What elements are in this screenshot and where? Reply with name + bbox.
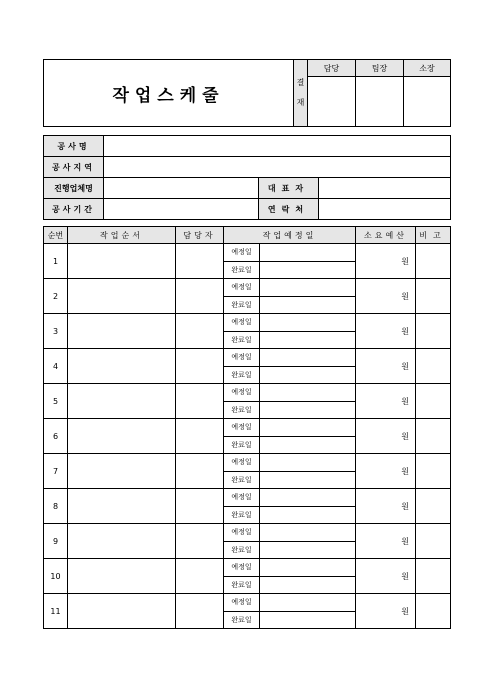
- approval-label: [294, 60, 308, 127]
- done-date-label: 완료일: [224, 576, 260, 594]
- schedule-table: [43, 226, 451, 629]
- assignee-cell[interactable]: [176, 279, 224, 314]
- col-header-note: 비고: [416, 227, 451, 244]
- row-number: 3: [44, 314, 68, 349]
- planned-date-cell[interactable]: [260, 559, 356, 577]
- budget-cell[interactable]: [356, 384, 416, 419]
- company-name-field[interactable]: [104, 136, 451, 157]
- contractor-label: 진행업체명: [44, 178, 104, 199]
- currency-label: 원: [401, 256, 410, 266]
- task-cell[interactable]: [68, 524, 176, 559]
- planned-date-label: 예정일: [224, 349, 260, 367]
- note-cell[interactable]: [416, 384, 451, 419]
- note-cell[interactable]: [416, 349, 451, 384]
- assignee-cell[interactable]: [176, 559, 224, 594]
- planned-date-cell[interactable]: [260, 524, 356, 542]
- contact-label: 연락처: [259, 199, 319, 220]
- budget-cell[interactable]: [356, 244, 416, 279]
- done-date-label: 완료일: [224, 331, 260, 349]
- done-date-label: 완료일: [224, 611, 260, 629]
- contractor-field[interactable]: [104, 178, 259, 199]
- planned-date-label: 예정일: [224, 384, 260, 402]
- planned-date-label: 예정일: [224, 244, 260, 262]
- table-row: [44, 279, 451, 297]
- table-row: [44, 489, 451, 507]
- ceo-label: 대표자: [259, 178, 319, 199]
- done-date-cell[interactable]: [260, 576, 356, 594]
- currency-label: 원: [401, 501, 410, 511]
- approver-header-staff: 담당: [308, 60, 356, 77]
- budget-cell[interactable]: [356, 314, 416, 349]
- note-cell[interactable]: [416, 279, 451, 314]
- task-cell[interactable]: [68, 594, 176, 629]
- row-number: 6: [44, 419, 68, 454]
- company-name-label: 공사명: [44, 136, 104, 157]
- assignee-cell[interactable]: [176, 349, 224, 384]
- table-row: [44, 349, 451, 367]
- col-header-task: 작업순서: [68, 227, 176, 244]
- planned-date-label: 예정일: [224, 419, 260, 437]
- budget-cell[interactable]: [356, 279, 416, 314]
- assignee-cell[interactable]: [176, 244, 224, 279]
- budget-cell[interactable]: [356, 349, 416, 384]
- note-cell[interactable]: [416, 314, 451, 349]
- approver-sign-team-lead[interactable]: [356, 77, 404, 127]
- note-cell[interactable]: [416, 454, 451, 489]
- done-date-cell[interactable]: [260, 296, 356, 314]
- row-number: 8: [44, 489, 68, 524]
- planned-date-label: 예정일: [224, 454, 260, 472]
- schedule-body: [44, 244, 451, 629]
- table-row: [44, 384, 451, 402]
- assignee-cell[interactable]: [176, 419, 224, 454]
- currency-label: 원: [401, 536, 410, 546]
- approval-label-top: 결: [296, 78, 305, 87]
- approver-header-director: 소장: [404, 60, 451, 77]
- assignee-cell[interactable]: [176, 489, 224, 524]
- done-date-label: 완료일: [224, 296, 260, 314]
- assignee-cell[interactable]: [176, 314, 224, 349]
- planned-date-cell[interactable]: [260, 419, 356, 437]
- done-date-label: 완료일: [224, 541, 260, 559]
- done-date-cell[interactable]: [260, 541, 356, 559]
- row-number: 2: [44, 279, 68, 314]
- document-title: 작업스케줄: [44, 60, 294, 127]
- task-cell[interactable]: [68, 419, 176, 454]
- planned-date-cell[interactable]: [260, 244, 356, 262]
- table-row: [44, 559, 451, 577]
- note-cell[interactable]: [416, 419, 451, 454]
- currency-label: 원: [401, 291, 410, 301]
- planned-date-label: 예정일: [224, 279, 260, 297]
- period-field[interactable]: [104, 199, 259, 220]
- done-date-label: 완료일: [224, 506, 260, 524]
- done-date-label: 완료일: [224, 401, 260, 419]
- task-cell[interactable]: [68, 489, 176, 524]
- currency-label: 원: [401, 571, 410, 581]
- task-cell[interactable]: [68, 314, 176, 349]
- approval-label-bottom: 재: [296, 98, 305, 107]
- planned-date-cell[interactable]: [260, 454, 356, 472]
- table-row: [44, 419, 451, 437]
- ceo-field[interactable]: [319, 178, 451, 199]
- planned-date-cell[interactable]: [260, 314, 356, 332]
- done-date-label: 완료일: [224, 366, 260, 384]
- row-number: 10: [44, 559, 68, 594]
- table-row: [44, 454, 451, 472]
- budget-cell[interactable]: [356, 454, 416, 489]
- col-header-schedule: 작업예정일: [224, 227, 356, 244]
- planned-date-cell[interactable]: [260, 594, 356, 612]
- done-date-cell[interactable]: [260, 506, 356, 524]
- row-number: 4: [44, 349, 68, 384]
- table-row: [44, 314, 451, 332]
- assignee-cell[interactable]: [176, 524, 224, 559]
- done-date-cell[interactable]: [260, 471, 356, 489]
- task-cell[interactable]: [68, 559, 176, 594]
- period-label: 공사기간: [44, 199, 104, 220]
- task-cell[interactable]: [68, 384, 176, 419]
- project-info-table: [43, 135, 451, 220]
- approver-sign-director[interactable]: [404, 77, 451, 127]
- currency-label: 원: [401, 466, 410, 476]
- note-cell[interactable]: [416, 489, 451, 524]
- assignee-cell[interactable]: [176, 384, 224, 419]
- budget-cell[interactable]: [356, 419, 416, 454]
- budget-cell[interactable]: [356, 559, 416, 594]
- planned-date-cell[interactable]: [260, 279, 356, 297]
- done-date-label: 완료일: [224, 436, 260, 454]
- approver-sign-staff[interactable]: [308, 77, 356, 127]
- note-cell[interactable]: [416, 524, 451, 559]
- row-number: 5: [44, 384, 68, 419]
- done-date-cell[interactable]: [260, 611, 356, 629]
- task-cell[interactable]: [68, 349, 176, 384]
- done-date-cell[interactable]: [260, 366, 356, 384]
- done-date-cell[interactable]: [260, 261, 356, 279]
- planned-date-label: 예정일: [224, 524, 260, 542]
- done-date-cell[interactable]: [260, 331, 356, 349]
- currency-label: 원: [401, 606, 410, 616]
- done-date-label: 완료일: [224, 261, 260, 279]
- row-number: 1: [44, 244, 68, 279]
- assignee-cell[interactable]: [176, 594, 224, 629]
- site-label: 공사지역: [44, 157, 104, 178]
- budget-cell[interactable]: [356, 489, 416, 524]
- row-number: 7: [44, 454, 68, 489]
- planned-date-label: 예정일: [224, 559, 260, 577]
- approver-header-team-lead: 팀장: [356, 60, 404, 77]
- planned-date-cell[interactable]: [260, 349, 356, 367]
- currency-label: 원: [401, 326, 410, 336]
- note-cell[interactable]: [416, 559, 451, 594]
- note-cell[interactable]: [416, 594, 451, 629]
- done-date-label: 완료일: [224, 471, 260, 489]
- contact-field[interactable]: [319, 199, 451, 220]
- table-row: [44, 594, 451, 612]
- task-cell[interactable]: [68, 279, 176, 314]
- row-number: 9: [44, 524, 68, 559]
- planned-date-label: 예정일: [224, 489, 260, 507]
- task-cell[interactable]: [68, 244, 176, 279]
- assignee-cell[interactable]: [176, 454, 224, 489]
- currency-label: 원: [401, 361, 410, 371]
- row-number: 11: [44, 594, 68, 629]
- site-field[interactable]: [104, 157, 451, 178]
- table-row: [44, 524, 451, 542]
- table-row: [44, 244, 451, 262]
- planned-date-label: 예정일: [224, 594, 260, 612]
- currency-label: 원: [401, 431, 410, 441]
- budget-cell[interactable]: [356, 594, 416, 629]
- done-date-cell[interactable]: [260, 436, 356, 454]
- col-header-no: 순번: [44, 227, 68, 244]
- budget-cell[interactable]: [356, 524, 416, 559]
- col-header-assignee: 담당자: [176, 227, 224, 244]
- currency-label: 원: [401, 396, 410, 406]
- planned-date-cell[interactable]: [260, 489, 356, 507]
- task-cell[interactable]: [68, 454, 176, 489]
- note-cell[interactable]: [416, 244, 451, 279]
- planned-date-cell[interactable]: [260, 384, 356, 402]
- done-date-cell[interactable]: [260, 401, 356, 419]
- col-header-budget: 소요예산: [356, 227, 416, 244]
- planned-date-label: 예정일: [224, 314, 260, 332]
- header-table: [43, 59, 451, 127]
